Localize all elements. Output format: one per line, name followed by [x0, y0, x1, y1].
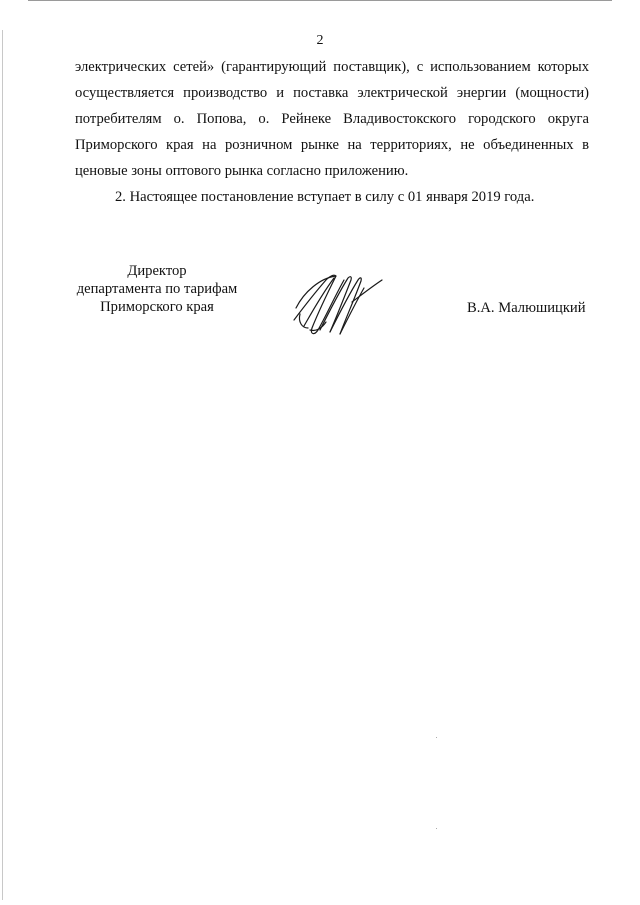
body-line: Приморского края на розничном рынке на территориях, не объединенных в [75, 137, 589, 153]
body-line: потребителям о. Попова, о. Рейнеке Владивостокского городского округа [75, 111, 589, 127]
scan-edge-top [28, 0, 612, 1]
document-body [75, 54, 589, 210]
signatory-title [62, 262, 252, 316]
scan-speck [436, 737, 437, 738]
page-number: 2 [316, 33, 324, 48]
body-line: ценовые зоны оптового рынка согласно приложению. [75, 163, 409, 179]
body-line: электрических сетей» (гарантирующий поставщик), с использованием которых [75, 59, 589, 75]
signatory-title-line: Директор [127, 263, 187, 279]
scan-speck [436, 828, 437, 829]
clause-2: 2. Настоящее постановление вступает в силу с 01 января 2019 года. [115, 189, 535, 205]
signature-drawing [290, 268, 390, 340]
signatory-name: В.А. Малюшицкий [467, 300, 586, 316]
signatory-title-line: Приморского края [100, 299, 214, 315]
signatory-title-line: департамента по тарифам [76, 281, 238, 297]
scan-edge-left [2, 30, 3, 900]
handwritten-signature [290, 268, 390, 345]
body-line: осуществляется производство и поставка электрической энергии (мощности) [75, 85, 589, 101]
